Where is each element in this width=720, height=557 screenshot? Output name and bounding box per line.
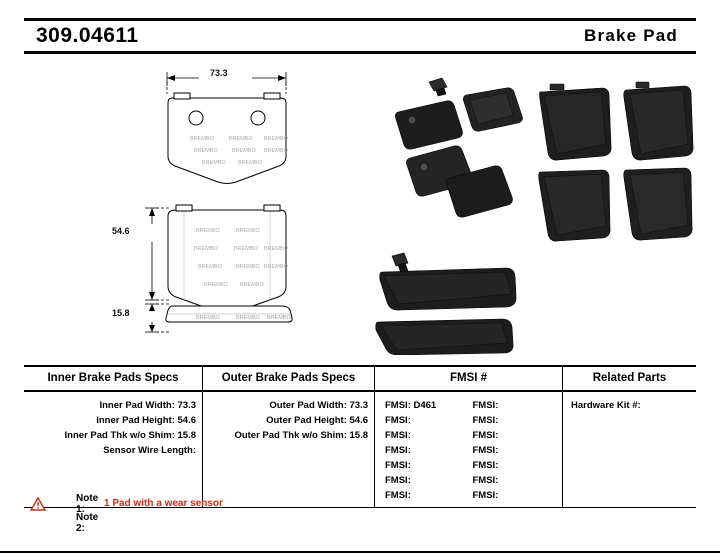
part-number: 309.04611 [36,24,139,47]
fmsi-entry: FMSI: D461 [385,400,437,411]
width-dimension-label: 73.3 [210,68,228,78]
pad-photo-group-left [395,78,522,217]
svg-text:BREMBO: BREMBO [229,136,253,142]
header-bar [24,18,696,54]
svg-text:BREMBO: BREMBO [267,315,291,321]
header-related-parts: Related Parts [562,367,696,390]
outer-pad-width: Outer Pad Width: 73.3 [269,400,368,411]
inner-pad-height: Inner Pad Height: 54.6 [96,415,196,426]
hardware-kit-number: Hardware Kit #: [571,400,641,411]
specifications-table [24,365,696,508]
svg-text:BREMBO: BREMBO [236,264,260,270]
warning-icon [24,497,52,511]
svg-text:BREMBO: BREMBO [204,282,228,288]
svg-text:BREMBO: BREMBO [264,246,288,252]
svg-text:BREMBO: BREMBO [236,228,260,234]
pad-photo-illustrations [354,60,696,355]
svg-text:BREMBO: BREMBO [232,148,256,154]
sensor-wire-length: Sensor Wire Length: [103,445,196,456]
fmsi-entry: FMSI: [472,445,499,456]
pad-photo-group-right [539,82,693,241]
svg-text:BREMBO: BREMBO [196,228,220,234]
fmsi-grid [381,398,556,503]
svg-text:BREMBO: BREMBO [198,264,222,270]
fmsi-entry: FMSI: [385,490,411,501]
svg-text:BREMBO: BREMBO [190,136,214,142]
outer-pad-height: Outer Pad Height: 54.6 [266,415,368,426]
note-1-text: 1 Pad with a wear sensor [104,498,223,509]
bottom-rule [0,551,720,553]
table-body-row [24,392,696,507]
table-header-row [24,367,696,392]
inner-pad-thickness: Inner Pad Thk w/o Shim: 15.8 [64,430,196,441]
fmsi-entry: FMSI: [472,460,499,471]
outer-pad-thickness: Outer Pad Thk w/o Shim: 15.8 [234,430,368,441]
note-2-row [24,513,696,532]
svg-text:BREMBO: BREMBO [194,246,218,252]
fmsi-column-right [469,398,557,503]
note-1-row [24,494,696,513]
height-dimension-label: 54.6 [112,226,130,236]
svg-text:BREMBO: BREMBO [236,315,260,321]
fmsi-entry: FMSI: [472,475,499,486]
note-1-label: Note 1: [76,492,99,515]
header-fmsi: FMSI # [374,367,562,390]
svg-text:BREMBO: BREMBO [194,148,218,154]
note-2-label: Note 2: [76,511,99,534]
notes-section [24,494,696,532]
fmsi-entry: FMSI: [385,445,411,456]
svg-text:BREMBO: BREMBO [240,282,264,288]
fmsi-entry: FMSI: [385,475,411,486]
svg-text:BREMBO: BREMBO [264,136,288,142]
header-outer-specs: Outer Brake Pads Specs [202,367,374,390]
technical-line-drawings [24,60,354,355]
fmsi-column-left [381,398,469,503]
header-inner-specs: Inner Brake Pads Specs [47,372,179,384]
svg-text:BREMBO: BREMBO [196,315,220,321]
inner-specs-cell [24,392,202,507]
svg-text:BREMBO: BREMBO [264,148,288,154]
fmsi-entry: FMSI: [385,460,411,471]
svg-text:BREMBO: BREMBO [238,160,262,166]
drawing-area [24,60,696,355]
fmsi-entry: FMSI: [385,415,411,426]
thickness-dimension-label: 15.8 [112,308,130,318]
pad-middle-view [168,210,286,314]
svg-text:BREMBO: BREMBO [234,246,258,252]
product-type: Brake Pad [584,26,678,45]
fmsi-entry: FMSI: [472,430,499,441]
fmsi-entry: FMSI: [472,415,499,426]
related-parts-cell [562,392,696,507]
fmsi-entry: FMSI: [472,400,499,411]
fmsi-entry: FMSI: [472,490,499,501]
svg-text:BREMBO: BREMBO [264,264,288,270]
outer-specs-cell [202,392,374,507]
pad-photo-group-bottom [376,253,516,355]
fmsi-entry: FMSI: [385,430,411,441]
fmsi-cell [374,392,562,507]
inner-pad-width: Inner Pad Width: 73.3 [99,400,196,411]
svg-text:BREMBO: BREMBO [202,160,226,166]
